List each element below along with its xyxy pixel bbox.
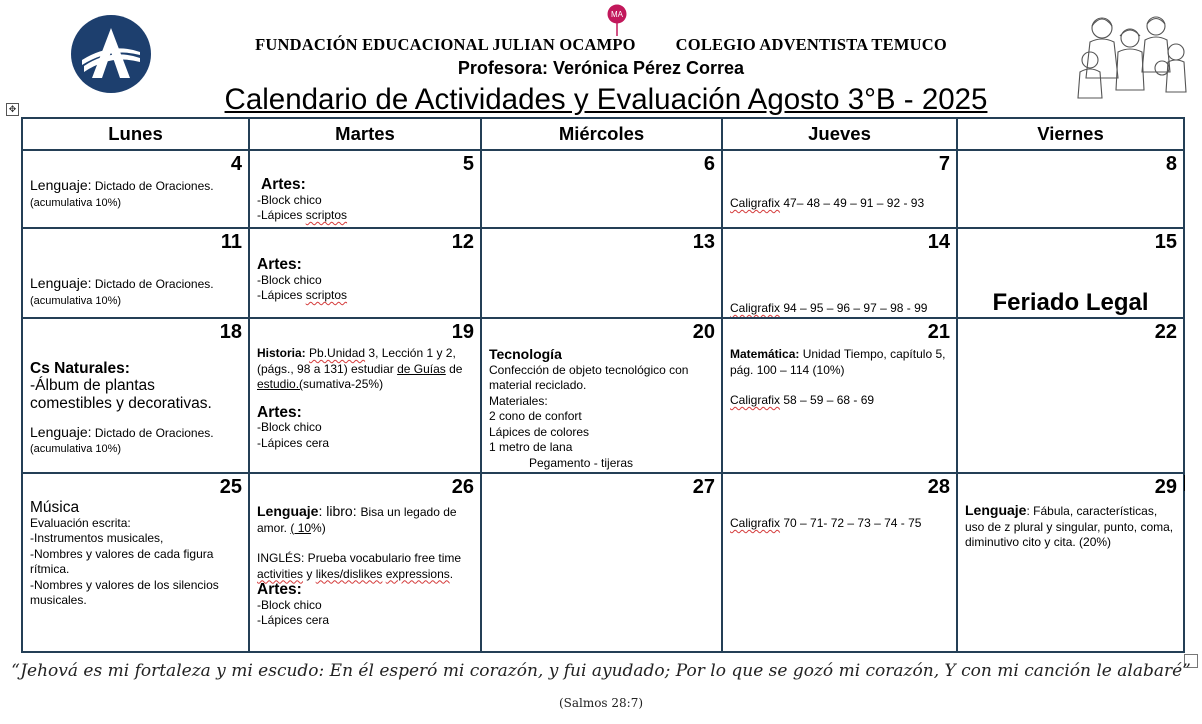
- day-number: 20: [692, 321, 715, 343]
- material-item: -Block chico: [257, 420, 322, 434]
- subject-heading: Artes:: [257, 581, 302, 598]
- weekday-header: Viernes: [957, 118, 1184, 150]
- history-text: Pb.Unidad: [309, 346, 366, 360]
- caligrafix-pages: 58 – 59 – 68 - 69: [783, 393, 875, 407]
- activity-line: comestibles y decorativas.: [30, 394, 212, 412]
- day-cell: [481, 228, 722, 318]
- caligrafix-label: Caligrafix: [730, 301, 781, 315]
- page-title: Calendario de Actividades y Evaluación Agosto 3°B - 2025: [224, 83, 988, 116]
- history-text: sumativa-25%): [303, 377, 384, 391]
- subject-label: Lenguaje: [30, 423, 88, 440]
- day-cell: [722, 228, 957, 318]
- day-cell: [481, 473, 722, 652]
- ingles-text: activities: [257, 566, 304, 581]
- day-number: 5: [462, 153, 474, 175]
- ingles-text: expressions: [385, 566, 450, 581]
- weekday-header: Jueves: [722, 118, 957, 150]
- material-item: 1 metro de lana: [489, 440, 573, 454]
- history-text: de Guías: [397, 361, 446, 376]
- caligrafix-label: Caligrafix: [730, 196, 781, 210]
- subject-label: Lenguaje: [257, 503, 319, 519]
- day-cell: [722, 318, 957, 473]
- activity-detail: Unidad Tiempo, capítulo 5, pág. 100 – 114 (10%): [730, 347, 946, 377]
- activity-line: -Nombres y valores de los silencios musicales.: [30, 577, 219, 607]
- day-number: 4: [230, 153, 242, 175]
- subject-label: Lenguaje: [965, 502, 1027, 518]
- bible-quote: [0, 656, 1202, 719]
- teacher-name: Profesora: Verónica Pérez Correa: [457, 58, 745, 78]
- lenguaje-text: ( 10: [290, 520, 312, 535]
- day-number: 25: [219, 476, 242, 498]
- weekday-header-row: [22, 118, 1184, 150]
- week-row: [22, 473, 1184, 652]
- day-number: 6: [703, 153, 715, 175]
- material-item: -Lápices cera: [257, 613, 330, 627]
- week-row: [22, 318, 1184, 473]
- subject-heading: Cs Naturales:: [30, 360, 130, 377]
- caligrafix-pages: 70 – 71- 72 – 73 – 74 - 75: [783, 516, 922, 530]
- subject-label: Lenguaje: [30, 275, 88, 291]
- activity-line: Confección de objeto tecnológico con material reciclado.: [489, 362, 689, 392]
- text-cursor: [1184, 475, 1185, 491]
- material-item: Lápices de colores: [489, 424, 590, 439]
- ingles-text: .: [449, 566, 454, 581]
- material-item: -Lápices cera: [257, 435, 330, 450]
- material-item: -Block chico: [257, 272, 322, 287]
- day-cell: 11 Lenguaje: Dictado de Oraciones. (acumulativa 10%): [22, 228, 249, 318]
- subject-heading: Artes:: [257, 256, 302, 273]
- history-text: estudio.(: [257, 377, 304, 391]
- day-cell: [249, 318, 481, 473]
- day-number: 15: [1154, 231, 1177, 253]
- material-item: -Lápices: [257, 288, 306, 302]
- caligrafix-label: Caligrafix: [730, 393, 781, 407]
- weekday-header: Lunes: [22, 118, 249, 150]
- day-cell: [249, 150, 481, 228]
- caligrafix-label: Caligrafix: [730, 516, 781, 530]
- children-illustration-icon: [1072, 8, 1190, 100]
- week-row: [22, 150, 1184, 228]
- day-number: 28: [927, 476, 950, 498]
- caligrafix-pages: 94 – 95 – 96 – 97 – 98 - 99: [783, 301, 928, 315]
- material-item: Pegamento - tijeras: [529, 455, 634, 470]
- day-cell: [957, 228, 1184, 318]
- material-item: -Block chico: [257, 597, 322, 612]
- subject-label: Historia:: [257, 346, 306, 360]
- day-cell: [481, 318, 722, 473]
- day-number: 18: [219, 321, 242, 343]
- day-cell: [22, 473, 249, 652]
- day-number: 12: [451, 231, 474, 253]
- activity-line: -Instrumentos musicales,: [30, 531, 164, 545]
- history-text: de: [445, 361, 463, 376]
- quote-reference: (Salmos 28:7): [558, 696, 644, 710]
- ingles-text: y: [303, 566, 316, 581]
- calendar-table: [21, 117, 1185, 653]
- grading-note: (acumulativa 10%): [30, 443, 122, 455]
- school-name: COLEGIO ADVENTISTA TEMUCO: [675, 35, 947, 54]
- day-number: 29: [1154, 476, 1177, 498]
- material-item: -Lápices: [257, 208, 306, 222]
- week-row: [22, 228, 1184, 318]
- weekday-header: Martes: [249, 118, 481, 150]
- material-item: 2 cono de confort: [489, 409, 582, 423]
- ma-badge-label: MA: [611, 10, 623, 19]
- lenguaje-text: : libro:: [318, 503, 361, 519]
- ingles-text: likes/dislikes: [315, 566, 383, 581]
- weekday-header: Miércoles: [481, 118, 722, 150]
- day-number: 27: [692, 476, 715, 498]
- header-line: [0, 35, 1202, 55]
- institution-name: FUNDACIÓN EDUCACIONAL JULIAN OCAMPO: [255, 35, 636, 54]
- lenguaje-text: Bisa un legado de amor.: [257, 505, 457, 535]
- quote-text: “Jehová es mi fortaleza y mi escudo: En él esperó mi corazón, y fui ayudado; Por lo que se gozó mi corazón, Y con mi canción le alabaré”: [11, 661, 1191, 681]
- day-cell: [249, 473, 481, 652]
- material-item: scriptos: [305, 208, 348, 222]
- subject-label: Matemática:: [730, 347, 800, 361]
- material-item: -Block chico: [257, 192, 322, 207]
- activity-line: Materiales:: [489, 393, 548, 408]
- day-cell: [957, 318, 1184, 473]
- day-number: 8: [1165, 153, 1177, 175]
- day-number: 13: [692, 231, 715, 253]
- subject-heading: Artes:: [261, 176, 306, 193]
- activity-detail: Dictado de Oraciones.: [94, 277, 214, 291]
- activity-line: -Nombres y valores de cada figura rítmica.: [30, 546, 214, 576]
- activity-line: Evaluación escrita:: [30, 515, 131, 530]
- table-move-handle-icon[interactable]: ✥: [6, 103, 19, 116]
- day-cell: [957, 150, 1184, 228]
- day-number: 14: [927, 231, 950, 253]
- lenguaje-text: %): [311, 520, 326, 535]
- day-number: 26: [451, 476, 474, 498]
- caligrafix-pages: 47– 48 – 49 – 91 – 92 - 93: [783, 196, 925, 210]
- day-cell: 18 Cs Naturales: -Álbum de plantas comestibles y decorativas. Lenguaje: Dictado de Oraciones. (acumulativa 10%): [22, 318, 249, 473]
- subject-heading: Artes:: [257, 403, 302, 421]
- activity-detail: Dictado de Oraciones.: [94, 425, 214, 440]
- day-cell: [722, 473, 957, 652]
- holiday-label: Feriado Legal: [992, 289, 1149, 316]
- day-cell: [249, 228, 481, 318]
- day-number: 11: [220, 231, 242, 253]
- day-number: 7: [938, 153, 950, 175]
- ingles-text: INGLÉS: Prueba vocabulario free time: [257, 551, 462, 565]
- day-number: 22: [1154, 321, 1177, 343]
- subject-heading: Tecnología: [489, 346, 562, 362]
- subject-label: Lenguaje: [30, 177, 88, 193]
- ma-badge-icon[interactable]: [606, 4, 628, 36]
- subject-heading: Música: [30, 499, 80, 516]
- day-cell: [957, 473, 1184, 652]
- activity-detail: Dictado de Oraciones.: [94, 179, 214, 193]
- day-number: 21: [927, 321, 950, 343]
- grading-note: (acumulativa 10%): [30, 294, 122, 307]
- grading-note: (acumulativa 10%): [30, 196, 122, 209]
- history-text: 3, Lección 1 y 2, (págs., 98 a 131) estudiar: [257, 346, 456, 376]
- material-item: scriptos: [305, 288, 348, 302]
- day-cell: 4 Lenguaje: Dictado de Oraciones. (acumulativa 10%): [22, 150, 249, 228]
- activity-line: -Álbum de plantas: [30, 376, 155, 394]
- day-number: 19: [451, 321, 474, 343]
- day-cell: [481, 150, 722, 228]
- activity-detail: : Fábula, características, uso de z plural y singular, punto, coma, diminutivo cito y cita. (20%): [965, 504, 1174, 549]
- day-cell: [722, 150, 957, 228]
